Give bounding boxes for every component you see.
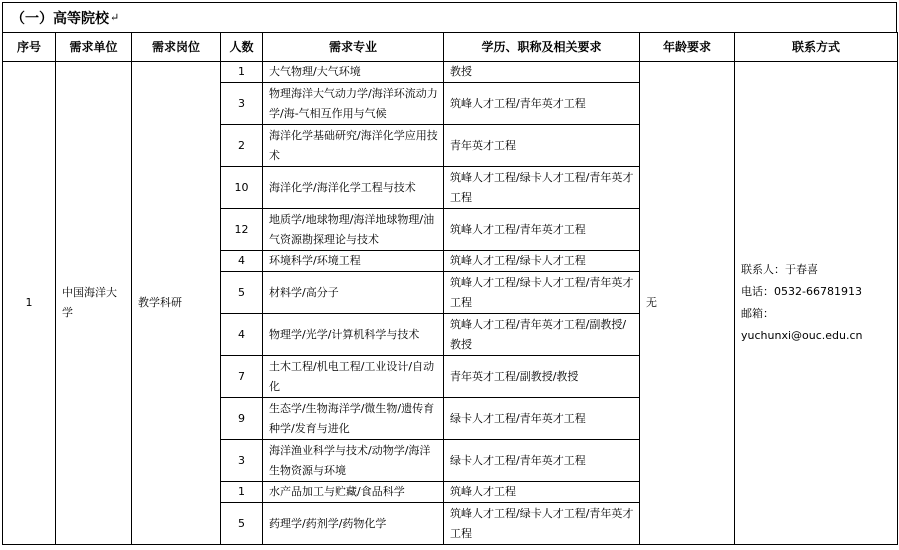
cell-count: 5	[221, 503, 263, 545]
cell-count: 1	[221, 482, 263, 503]
cell-age: 无	[640, 62, 735, 545]
section-title	[2, 2, 897, 32]
cell-position: 教学科研	[132, 62, 221, 545]
cell-specialty: 药理学/药剂学/药物化学	[263, 503, 444, 545]
cell-count: 12	[221, 209, 263, 251]
cell-requirements: 青年英才工程	[444, 125, 640, 167]
header-age: 年龄要求	[640, 33, 735, 62]
cell-requirements: 青年英才工程/副教授/教授	[444, 356, 640, 398]
header-requirements: 学历、职称及相关要求	[444, 33, 640, 62]
header-count: 人数	[221, 33, 263, 62]
cell-specialty: 土木工程/机电工程/工业设计/自动化	[263, 356, 444, 398]
contact-email: yuchunxi@ouc.edu.cn	[741, 329, 863, 342]
contact-phone: 电话：0532-66781913	[741, 285, 862, 298]
cell-count: 10	[221, 167, 263, 209]
table-row	[3, 62, 898, 83]
cell-count: 9	[221, 398, 263, 440]
cell-specialty: 海洋渔业科学与技术/动物学/海洋生物资源与环境	[263, 440, 444, 482]
cell-specialty: 大气物理/大气环境	[263, 62, 444, 83]
document-sheet	[2, 2, 897, 545]
contact-email-label: 邮箱：	[741, 307, 774, 320]
cell-count: 2	[221, 125, 263, 167]
cell-requirements: 筑峰人才工程/青年英才工程	[444, 209, 640, 251]
cell-requirements: 筑峰人才工程/绿卡人才工程	[444, 251, 640, 272]
cell-requirements: 筑峰人才工程/绿卡人才工程/青年英才工程	[444, 272, 640, 314]
cell-requirements: 筑峰人才工程/青年英才工程	[444, 83, 640, 125]
cell-specialty: 物理海洋大气动力学/海洋环流动力学/海-气相互作用与气候	[263, 83, 444, 125]
header-no: 序号	[3, 33, 56, 62]
paragraph-mark: ↵	[110, 11, 120, 24]
cell-requirements: 筑峰人才工程	[444, 482, 640, 503]
table-header-row	[3, 33, 898, 62]
cell-contact	[735, 62, 898, 545]
cell-specialty: 环境科学/环境工程	[263, 251, 444, 272]
cell-specialty: 海洋化学/海洋化学工程与技术	[263, 167, 444, 209]
cell-specialty: 生态学/生物海洋学/微生物/遗传育种学/发育与进化	[263, 398, 444, 440]
cell-specialty: 材料学/高分子	[263, 272, 444, 314]
cell-specialty: 物理学/光学/计算机科学与技术	[263, 314, 444, 356]
cell-count: 7	[221, 356, 263, 398]
header-position: 需求岗位	[132, 33, 221, 62]
contact-person: 联系人：于春喜	[741, 263, 818, 276]
cell-no: 1	[3, 62, 56, 545]
header-contact: 联系方式	[735, 33, 898, 62]
cell-count: 5	[221, 272, 263, 314]
cell-specialty: 海洋化学基础研究/海洋化学应用技术	[263, 125, 444, 167]
cell-requirements: 筑峰人才工程/青年英才工程/副教授/教授	[444, 314, 640, 356]
table-body	[3, 62, 898, 545]
cell-unit: 中国海洋大学	[56, 62, 132, 545]
cell-requirements: 筑峰人才工程/绿卡人才工程/青年英才工程	[444, 503, 640, 545]
cell-count: 3	[221, 83, 263, 125]
section-title-text: （一）高等院校	[11, 10, 109, 27]
header-specialty: 需求专业	[263, 33, 444, 62]
cell-requirements: 绿卡人才工程/青年英才工程	[444, 398, 640, 440]
cell-count: 4	[221, 251, 263, 272]
cell-count: 1	[221, 62, 263, 83]
cell-count: 3	[221, 440, 263, 482]
cell-count: 4	[221, 314, 263, 356]
cell-specialty: 水产品加工与贮藏/食品科学	[263, 482, 444, 503]
cell-requirements: 教授	[444, 62, 640, 83]
cell-requirements: 绿卡人才工程/青年英才工程	[444, 440, 640, 482]
cell-specialty: 地质学/地球物理/海洋地球物理/油气资源勘探理论与技术	[263, 209, 444, 251]
recruitment-table	[2, 32, 898, 545]
header-unit: 需求单位	[56, 33, 132, 62]
cell-requirements: 筑峰人才工程/绿卡人才工程/青年英才工程	[444, 167, 640, 209]
